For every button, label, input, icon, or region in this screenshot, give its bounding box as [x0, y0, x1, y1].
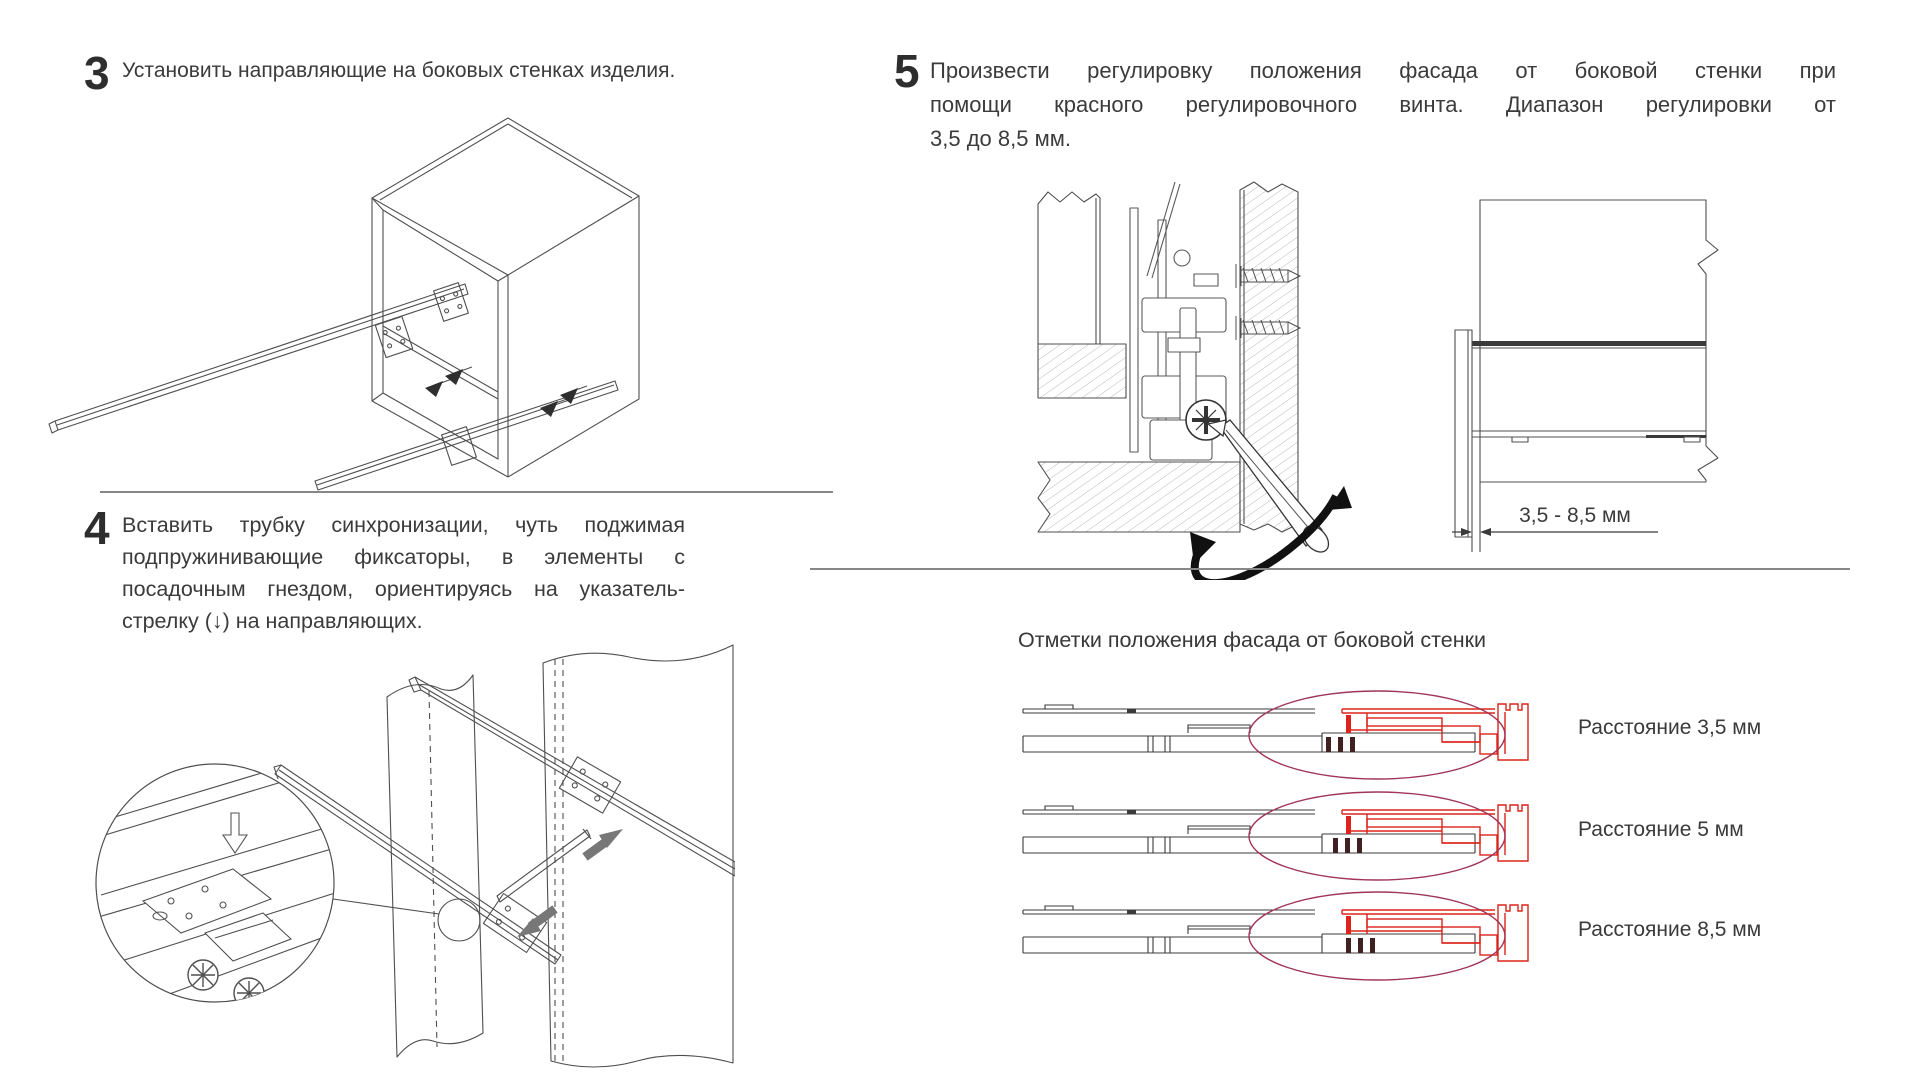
facade-position-diagram-5mm	[1015, 791, 1563, 889]
cabinet-shelf	[383, 326, 498, 399]
distance-label: Расстояние 3,5 мм	[1578, 716, 1762, 739]
highlight-ellipse	[1249, 892, 1505, 980]
step5-text-line: Произвести регулировку положения фасада от боковой стенки при	[930, 58, 1836, 83]
highlight-ellipse	[1249, 792, 1505, 880]
facade-position-diagram-8-5mm	[1015, 891, 1563, 989]
cabinet-bottom-section	[1038, 462, 1240, 532]
facade-gap-drawing	[1450, 148, 1795, 580]
left-side-panel	[387, 675, 483, 1057]
cabinet-top-face	[372, 118, 639, 275]
divider-left-column	[100, 491, 833, 493]
position-tick-marks	[1346, 938, 1375, 953]
adjustment-section-drawing	[1030, 180, 1352, 580]
highlight-ellipse	[1249, 691, 1505, 779]
dimension-callout	[1452, 504, 1658, 536]
position-tick-marks	[1333, 838, 1362, 853]
divider-right-column	[810, 568, 1850, 570]
marks-section-heading: Отметки положения фасада от боковой стенки	[1018, 628, 1487, 652]
insertion-arrows	[517, 829, 623, 937]
facade-panel	[1455, 330, 1472, 537]
cabinet-drawing	[40, 88, 740, 500]
right-side-panel	[543, 645, 733, 1067]
step3-text: Установить направляющие на боковых стенках изделия.	[122, 59, 676, 82]
position-tick-marks	[1326, 737, 1355, 752]
upper-rail-line	[1472, 341, 1706, 346]
step5-text-line: помощи красного регулировочного винта. Диапазон регулировки от	[930, 92, 1836, 117]
detail-marker-circle	[438, 899, 480, 941]
red-pointer-mark	[1346, 715, 1351, 733]
step5-text	[930, 54, 1836, 156]
mounting-direction-arrows	[425, 369, 578, 417]
step4-text-line: подпружинивающие фиксаторы, в элементы с	[122, 545, 685, 569]
dimension-label: 3,5 - 8,5 мм	[1519, 504, 1631, 527]
step5-text-line: 3,5 до 8,5 мм.	[930, 126, 1071, 151]
red-pointer-mark	[1346, 816, 1351, 834]
step4-number: 4	[84, 502, 110, 554]
sync-rod	[497, 830, 590, 902]
top-slide-rail	[415, 677, 735, 876]
distance-label: Расстояние 8,5 мм	[1578, 918, 1762, 941]
facade-position-diagram-3-5mm	[1015, 690, 1563, 788]
distance-label: Расстояние 5 мм	[1578, 818, 1744, 841]
cabinet-opening	[383, 210, 498, 459]
step4-text-line: стрелку (↓) на направляющих.	[122, 609, 423, 633]
red-pointer-mark	[1346, 916, 1351, 934]
step3-number: 3	[84, 47, 110, 99]
drawer-front-panel	[1038, 192, 1100, 344]
magnifier-leader-line	[333, 899, 439, 914]
step4-text	[122, 509, 685, 637]
sync-tube-drawing	[85, 633, 735, 1073]
step4-text-line: Вставить трубку синхронизации, чуть поджимая	[122, 513, 685, 537]
cabinet-right-face	[508, 196, 639, 477]
step4-text-line: посадочным гнездом, ориентируясь на указатель-	[122, 577, 685, 601]
step5-number: 5	[894, 45, 920, 97]
drawer-bottom-section	[1038, 344, 1126, 398]
